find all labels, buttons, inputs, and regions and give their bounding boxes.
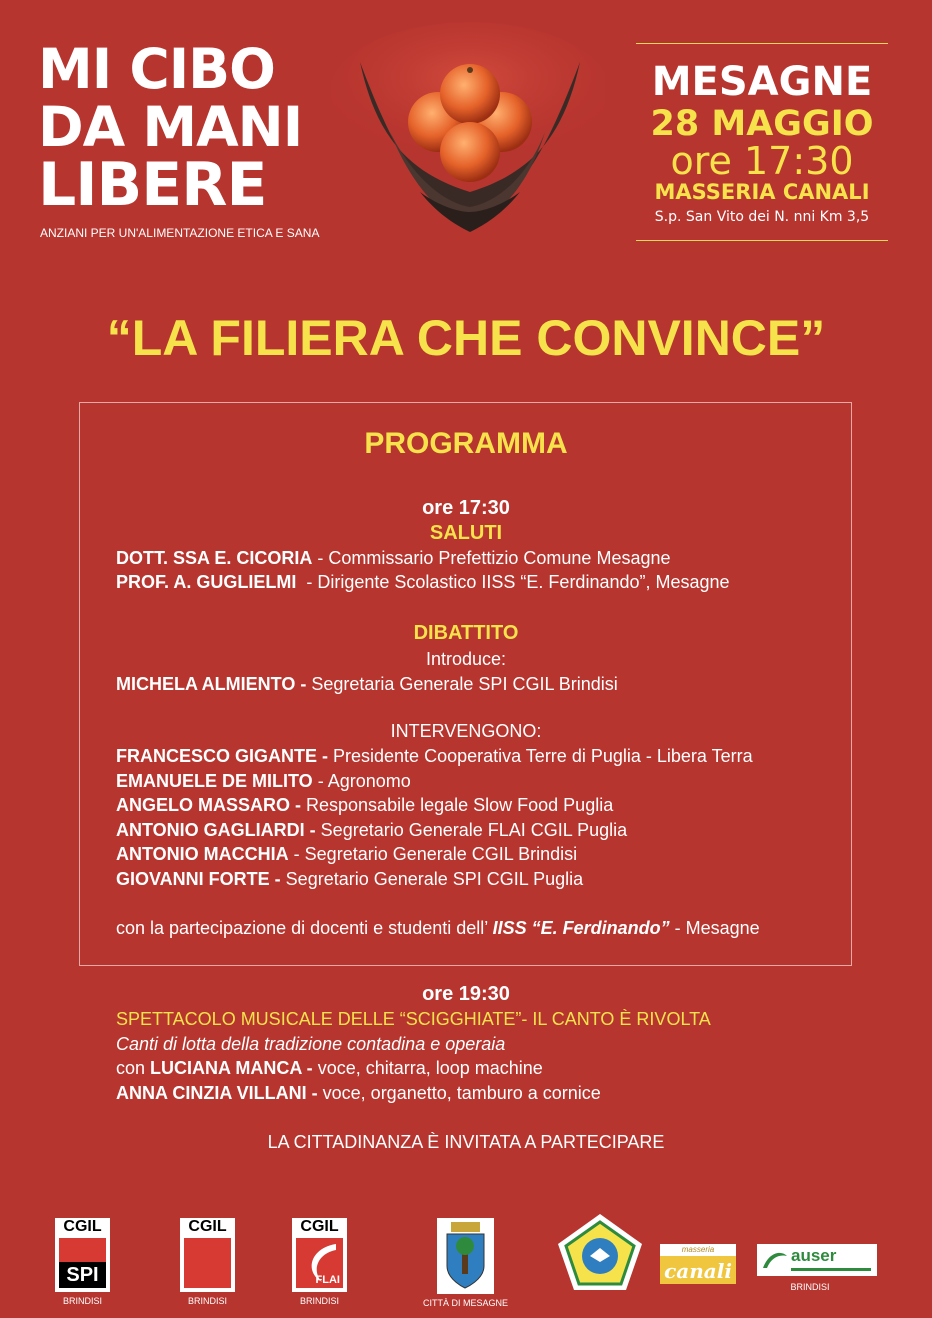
speaker-role: - Segretario Generale CGIL Brindisi <box>288 844 578 864</box>
event-subtitle: ANZIANI PER UN'ALIMENTAZIONE ETICA E SANA <box>40 226 320 240</box>
cgil-wordmark: CGIL <box>188 1218 227 1235</box>
invitation-text: LA CITTADINANZA È INVITATA A PARTECIPARE <box>267 1132 665 1152</box>
separator: - <box>296 572 318 592</box>
show-title: SPETTACOLO MUSICALE DELLE “SCIGGHIATE”- IL CANTO È RIVOLTA <box>116 1009 711 1029</box>
bottom-rule <box>636 240 888 241</box>
auser-mark-icon <box>761 1248 789 1272</box>
canali-wordmark: canali <box>664 1259 732 1283</box>
speaker-name: FRANCESCO GIGANTE - <box>116 746 329 766</box>
auser-logo <box>757 1244 877 1276</box>
speaker-role: Commissario Prefettizio Comune Mesagne <box>328 548 671 568</box>
time-label: ore 17:30 <box>670 139 854 183</box>
spi-wordmark: SPI <box>59 1262 106 1288</box>
show-subtitle: Canti di lotta della tradizione contadina e operaia <box>116 1034 506 1054</box>
speaker-name: PROF. A. GUGLIELMI <box>116 572 297 592</box>
main-heading: “LA FILIERA CHE CONVINCE” <box>106 310 826 366</box>
performer-name: LUCIANA MANCA - <box>150 1058 313 1078</box>
speaker-name: GIOVANNI FORTE - <box>116 869 281 889</box>
speaker-role: Segretaria Generale SPI CGIL Brindisi <box>306 674 618 694</box>
dibattito-heading: DIBATTITO <box>413 622 519 644</box>
performer-role: voce, organetto, tamburo a cornice <box>317 1083 601 1103</box>
speaker-role: Presidente Cooperativa Terre di Puglia - Libera Terra <box>328 746 753 766</box>
introduce-label: Introduce: <box>425 649 507 669</box>
event-title-line-2: DA MANI <box>38 95 303 159</box>
city-label: MESAGNE <box>651 59 873 105</box>
school-name: IISS “E. Ferdinando” <box>492 918 670 938</box>
mesagne-coat-of-arms <box>437 1218 494 1294</box>
brindisi-caption: BRINDISI <box>62 1296 102 1306</box>
speaker-row <box>116 770 411 792</box>
speaker-row <box>116 819 627 841</box>
event-title-line-1: MI CIBO <box>38 37 275 101</box>
speaker-name: ANGELO MASSARO - <box>116 795 302 815</box>
participation-suffix: - Mesagne <box>669 918 760 938</box>
speaker-row <box>116 745 753 767</box>
speaker-role: Dirigente Scolastico IISS “E. Ferdinando”, Mesagne <box>317 572 730 592</box>
performer-row <box>116 1057 543 1079</box>
speaker-row <box>116 794 613 816</box>
speaker-name: EMANUELE DE MILITO <box>116 771 313 791</box>
programme-heading: PROGRAMMA <box>364 427 568 460</box>
speaker-role: Segretario Generale FLAI CGIL Puglia <box>315 820 628 840</box>
participation-prefix: con la partecipazione di docenti e studenti dell’ <box>116 918 493 938</box>
hands-with-oranges-image <box>330 22 605 242</box>
address-label: S.p. San Vito dei N. nni Km 3,5 <box>654 209 870 225</box>
intervengono-label: INTERVENGONO: <box>390 721 542 741</box>
brindisi-caption: BRINDISI <box>790 1282 830 1292</box>
venue-label: MASSERIA CANALI <box>654 180 870 204</box>
performer-name: ANNA CINZIA VILLANI - <box>116 1083 318 1103</box>
masseria-canali-logo <box>660 1244 736 1284</box>
speaker-name: DOTT. SSA E. CICORIA <box>116 548 313 568</box>
speaker-name: ANTONIO MACCHIA <box>116 844 289 864</box>
speaker-row <box>116 843 577 865</box>
red-square <box>184 1238 231 1288</box>
speaker-role: Responsabile legale Slow Food Puglia <box>301 795 614 815</box>
crest-icon <box>437 1218 494 1294</box>
cgil-logo <box>180 1218 235 1292</box>
auser-wordmark: auser <box>791 1246 837 1265</box>
speaker-row <box>116 868 583 890</box>
brindisi-caption: BRINDISI <box>299 1296 339 1306</box>
introducer-row <box>116 673 618 695</box>
masseria-label: masseria <box>660 1244 736 1256</box>
auser-underline <box>791 1268 871 1271</box>
speaker-role: Segretario Generale SPI CGIL Puglia <box>280 869 584 889</box>
flai-wordmark: FLAI <box>315 1274 340 1286</box>
association-pentagon-logo <box>556 1212 644 1292</box>
cgil-spi-logo <box>55 1218 110 1292</box>
speaker-name: MICHELA ALMIENTO - <box>116 674 307 694</box>
performer-prefix: con <box>116 1058 151 1078</box>
speaker-role: - Agronomo <box>312 771 411 791</box>
date-label: 28 MAGGIO <box>650 104 874 144</box>
first-session-time: ore 17:30 <box>422 497 510 519</box>
performer-role: voce, chitarra, loop machine <box>312 1058 543 1078</box>
cgil-wordmark: CGIL <box>300 1218 339 1235</box>
saluti-row <box>116 547 671 569</box>
evening-time: ore 19:30 <box>422 983 510 1005</box>
saluti-heading: SALUTI <box>429 522 503 544</box>
cgil-flai-logo <box>292 1218 347 1292</box>
separator: - <box>312 548 329 568</box>
cgil-wordmark: CGIL <box>63 1218 102 1235</box>
performer-row <box>116 1082 601 1104</box>
citta-caption: CITTÀ DI MESAGNE <box>422 1298 508 1308</box>
top-rule <box>636 43 888 44</box>
participation-note <box>116 917 760 939</box>
speaker-name: ANTONIO GAGLIARDI - <box>116 820 316 840</box>
brindisi-caption: BRINDISI <box>187 1296 227 1306</box>
saluti-row <box>116 571 730 593</box>
event-title-line-3: LIBERE <box>38 150 267 220</box>
